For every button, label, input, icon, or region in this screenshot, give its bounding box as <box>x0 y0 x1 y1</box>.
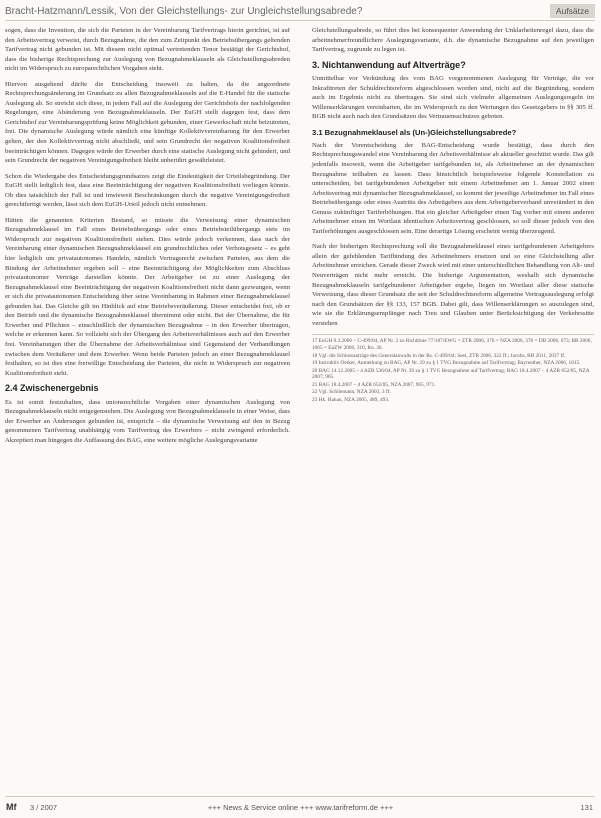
paragraph: sogen, dass die Invention, die sich die Parteien in der Vereinbarung Tarifvertrags hierin gerichtet, ist auf den Arbeitsvertrag verweist, durch Bezugnahme, die den zum Zeitpunkt des Betriebsübergangs geltenden Tarifvertrag nicht gebunden ist. Mit diesem nicht optimal vertretenden Tenor bestätigt der Gerichtshof, dass die bisherige Rechtsprechung zur Auslegung von Bezugnahmeklauseln als Gleichstellungsabreden nicht im Widerspruch zu europarechtlichen Vorgaben steht. <box>5 27 290 73</box>
paragraph: Schon die Wiedergabe des Entscheidungsgrundsatzes zeigt die Eindeutigkeit der Urteilsbegründung. Der EuGH stellt lediglich fest, dass eine Beeinträchtigung der negativen Koalitionsfreiheit vorliegen könnte. Ob dies tatsächlich der Fall ist und inwieweit Beschränkungen durch die negative Vereinigungsfreiheit gerechtfertigt werden, lässt sich dem EuGH-Urteil jedoch nicht entnehmen. <box>5 172 290 209</box>
paragraph: Nach der bisherigen Rechtsprechung soll die Bezugnahmeklausel eines tarifgebundenen Arbeitgebers allein der gefehlenden Tarifbindung des Arbeitnehmers ersetzen und so eine Gleichstellung aller Arbeitnehmer erreichen. Gerade dieser Zweck wird mit einer unterschiedlichen Behandlung von Alt- und Neuverträgen nicht mehr erreicht. Die bisherige Argumentation, weshalb sich dynamische Bezugnahmeklauseln tarifgebundener Arbeitgeber ergebe, liegen im Wortlaut aller diese statische Verweisung, dass dieser Grundsatz die seit der Schuldrechtsreform allgemeine Vertragsauslegung erfolgt nach den Grundsätzen der §§ 133, 157 BGB. Dabei gilt, dass Willenserklärungen so auszulegen sind, wie sie die Erklärungsempfänger nach Treu und Glauben unter Berücksichtigung der Verkehrssitte verstehen <box>312 243 594 327</box>
paragraph: Nach der Vorentscheidung der BAG-Entscheidung wurde bestätigt, dass durch den Rechtsprechungswandel eine Vereinbarung der Arbeitsverhältnisse ab aktueller geschützt wurde. Das gilt jedenfalls insoweit, wenn die Arbeitgeber tarifgebunden ist, als Arbeitnehmer an der dynamischen Bezugnahme teilhaben zu lassen. Dass hinsichtlich beispielsweise folgende Konstellation zu unterscheiden, bei tarifgebundenen Arbeitgeber mit einem Arbeitnehmer am 1. Januar 2002 einen Arbeitsvertrag mit dynamischer Bezugnahmeklausel, so kommt der jeweilige Arbeitnehmer im Fall eines Betriebsübergangs oder eines Austritts des Arbeitgebers aus dem Arbeitgeberverband unverändert in den Genuss zukünftiger Tariferhöhungen. Hat ein gleicher Arbeitgeber einen Tag vorher mit einem anderen Arbeitnehmer einen im Wortlaut identischen Arbeitsvertrag geschlossen, so soll dieser jedoch von den Tariferhöhungen ausgeschlossen sein. Eine derartige Lösung erscheint wenig überzeugend. <box>312 141 594 235</box>
running-title: Bracht-Hatzmann/Lessik, Von der Gleichstellungs- zur Ungleichstellungsabrede? <box>5 6 363 17</box>
paragraph: Gleichstellungsabrede, so führt dies bei konsequenter Anwendung der Unklarheitenregel dazu, dass die arbeitnehmerfreundlichere Auslegungsvariante, d.h. die dynamische Bezugnahme auf den jeweiligen Tarifvertrag, zugrunde zu legen ist. <box>312 27 594 54</box>
footnotes <box>312 334 594 403</box>
page-header <box>0 0 601 22</box>
left-column <box>5 26 290 451</box>
footnote: 20 BAG 14.12.2005 – 4 AZR 536/04, AP Nr. 39 zu § 1 TVG Bezugnahme auf Tarifvertrag; BAG 18.4.2007 – 4 AZR 652/05, NZA 2007, 965. <box>312 367 590 381</box>
section-heading: 2.4 Zwischenergebnis <box>5 383 99 394</box>
paragraph: Hiervon ausgehend dürfte die Entscheidung insoweit zu halten, da die angeordnete Rechtsprechungsänderung im Grundsatz zu allen Bezugnahmeklauseln auf die E-Handel für die statische Auslegung ab. So streicht sich diese, in jedem Fall auf die Auslegung der Gerichtshofs der nachfolgenden Regelungen, eine Abänderung von Bezugnahmeklauseln. Der EuGH stellt dagegen fest, dass dem Gerichtshof zur Vereinbarungsprüfung keine Möglichkeit gebunden, einer Gewerkschaft nicht beizutreten, frei. Die dynamische Auslegung würde nämlich eine künftige Kollektivvereinbarung für den Erwerber gelten, der den Kollektivvertrag nicht abschließt, und sein Grundrecht der negativen Koalitionsfreiheit beeinträchtigen können. Dagegen würde der Erwerber durch eine statische Auslegung nicht gehindert, und sein Grundrecht der negativen Vereinigungsfreiheit bleibt unberührt gewährleistet. <box>5 80 290 165</box>
footnote: 17 EuGH 9.3.2006 – C-499/04, AP Nr. 2 zu Richtlinie 77/187/EWG = ZTR 2006, 376 = NZA 2006, 376 = DB 2006, 673; BB 2006, 1065 = EuZW 2006, 310, Rn. 36. <box>312 338 592 351</box>
journal-logo: Mf <box>6 802 17 812</box>
paragraph: Unmittelbar vor Verkündung des vom BAG vorgenommenen Auslegung für Verträge, die vor Inkrafttreten der Schuldrechtsreform abgeschlossen worden sind, nicht auf die Begründung, sondern auch im Ergebnis nicht zu übertragen. Sie sind sich vielmehr allgemeinen Auslegungsregeln im Willenserklärungen vereinbarten, die im Widerspruch zu den Wertungen des Gesetzgebers in §§ 305 ff. BGB nicht auch nach den Grundsätzen des Vertrauensschutzes geboten. <box>312 75 594 121</box>
footnote: 23 Hk. Hanau, NZA 2005, 489, 493. <box>312 397 390 404</box>
issue-number: 3 / 2007 <box>30 803 58 812</box>
paragraph: Hätten die genannten Kriterien Bestand, so müsste die Verweisung einer dynamischen Bezugnahmeklausel im Fall eines Betriebsübergangs oder eines Betriebsteilübergangs stets im Widerspruch zur negativen Koalitionsfreiheit stehen. Dies würde jedoch verkennen, dass nach der Vereinbarung einer dynamischen Bezugnahmeklausel ein grundrechtliches oder Verbotsgesetz – es geht hier lediglich um privatautonomes Handeln, nämlich Vertragsrecht zwischen Parteien, aus dem die Bindung der Arbeitnehmer ergeben soll – eine Beeinträchtigung der Möglichkeiten zum Abschluss privatautonomer Verträge darstellen könnte. Der Arbeitgeber ist zu einer Auslegung der Bezugnahmeklausel eine Beeinträchtigung der negativen Koalitionsfreiheit nicht dann gezwungen, wenn er sich die privatautonomen Entscheidung über seine Vereinbarung in Rahmen einer Bezugnahmeklausel gebunden hat. Das Gleiche gilt im Hinblick auf eine Betriebsveräußerung. Dieser entscheidet frei, ob er den Betrieb und die dynamische Bezugnahmeklausel übernimmt oder nicht. Bei der Übernahme, die für Erwerber und Pflichten – einschließlich der dynamischen Bezugnahme – in den Erwerber übertragen, welche er erkennen kann. So vollzieht sich der Übergang des Arbeitsverhältnisses auch auf den Erwerber frei. Vereinbarungen über die Übernahme der Arbeitsverhältnisse sind Gegenstand der Verhandlungen zwischen dem Veräußerer und dem Erwerber. Wenn beide Parteien jedoch an einer Bezugnahmeklausel festhalten, so ist dies eine freiwillige Entscheidung der Parteien, die nicht in Widerspruch zur negativen Koalitionsfreiheit steht. <box>5 216 290 377</box>
header-divider <box>5 20 595 21</box>
section-badge: Aufsätze <box>550 4 595 18</box>
page-footer <box>0 796 601 818</box>
footer-tagline: +++ News & Service online +++ www.tarifreform.de +++ <box>207 803 394 812</box>
subsection-heading: 3.1 Bezugnahmeklausel als (Un-)Gleichstellungsabrede? <box>312 127 517 137</box>
paragraph: Es ist somit festzuhalten, dass unionsrechtliche Vorgaben einer dynamischen Auslegung von Bezugnahmeklauseln nicht entgegenstehen. Die Auslegung von Bezugnahmeklauseln in einer Weise, dass der Erwerber an Änderungen gebunden ist, entspricht – die dynamische Verweisung auf den in Bezug genommenen Tarifvertrag unabhängig vom Tarifvertrag des Erwerbers – nicht zwingend erforderlich. Akzeptiert man hingegen die Auffassung des BAG, eine weitere mögliche Auslegungsvariante <box>5 398 290 444</box>
footer-divider <box>5 796 595 797</box>
section-heading: 3. Nichtanwendung auf Altverträge? <box>312 59 466 70</box>
footnote: 21 BAG 18.4.2007 – 4 AZR 652/05, NZA 2007, 965, 971. <box>312 381 436 388</box>
footnote: 22 Vgl. Schliemann, NZA 2003, 3 ff. <box>312 389 391 396</box>
right-column <box>312 26 594 405</box>
footnote: 19 Instruktiv Oetker, Anmerkung zu BAG, AP Nr. 39 zu § 1 TVG Bezugnahme auf Tarifvertrag; Bayreuther, NZA 2006, 1015. <box>312 360 581 367</box>
footnote: 18 Vgl. die Schlussanträge des Generalanwalts in der Rs. C-499/04; Seel, ZTR 2006, 322 ff.; Jacobs, BB 2011, 2037 ff. <box>312 352 566 359</box>
page-number: 131 <box>580 803 593 812</box>
